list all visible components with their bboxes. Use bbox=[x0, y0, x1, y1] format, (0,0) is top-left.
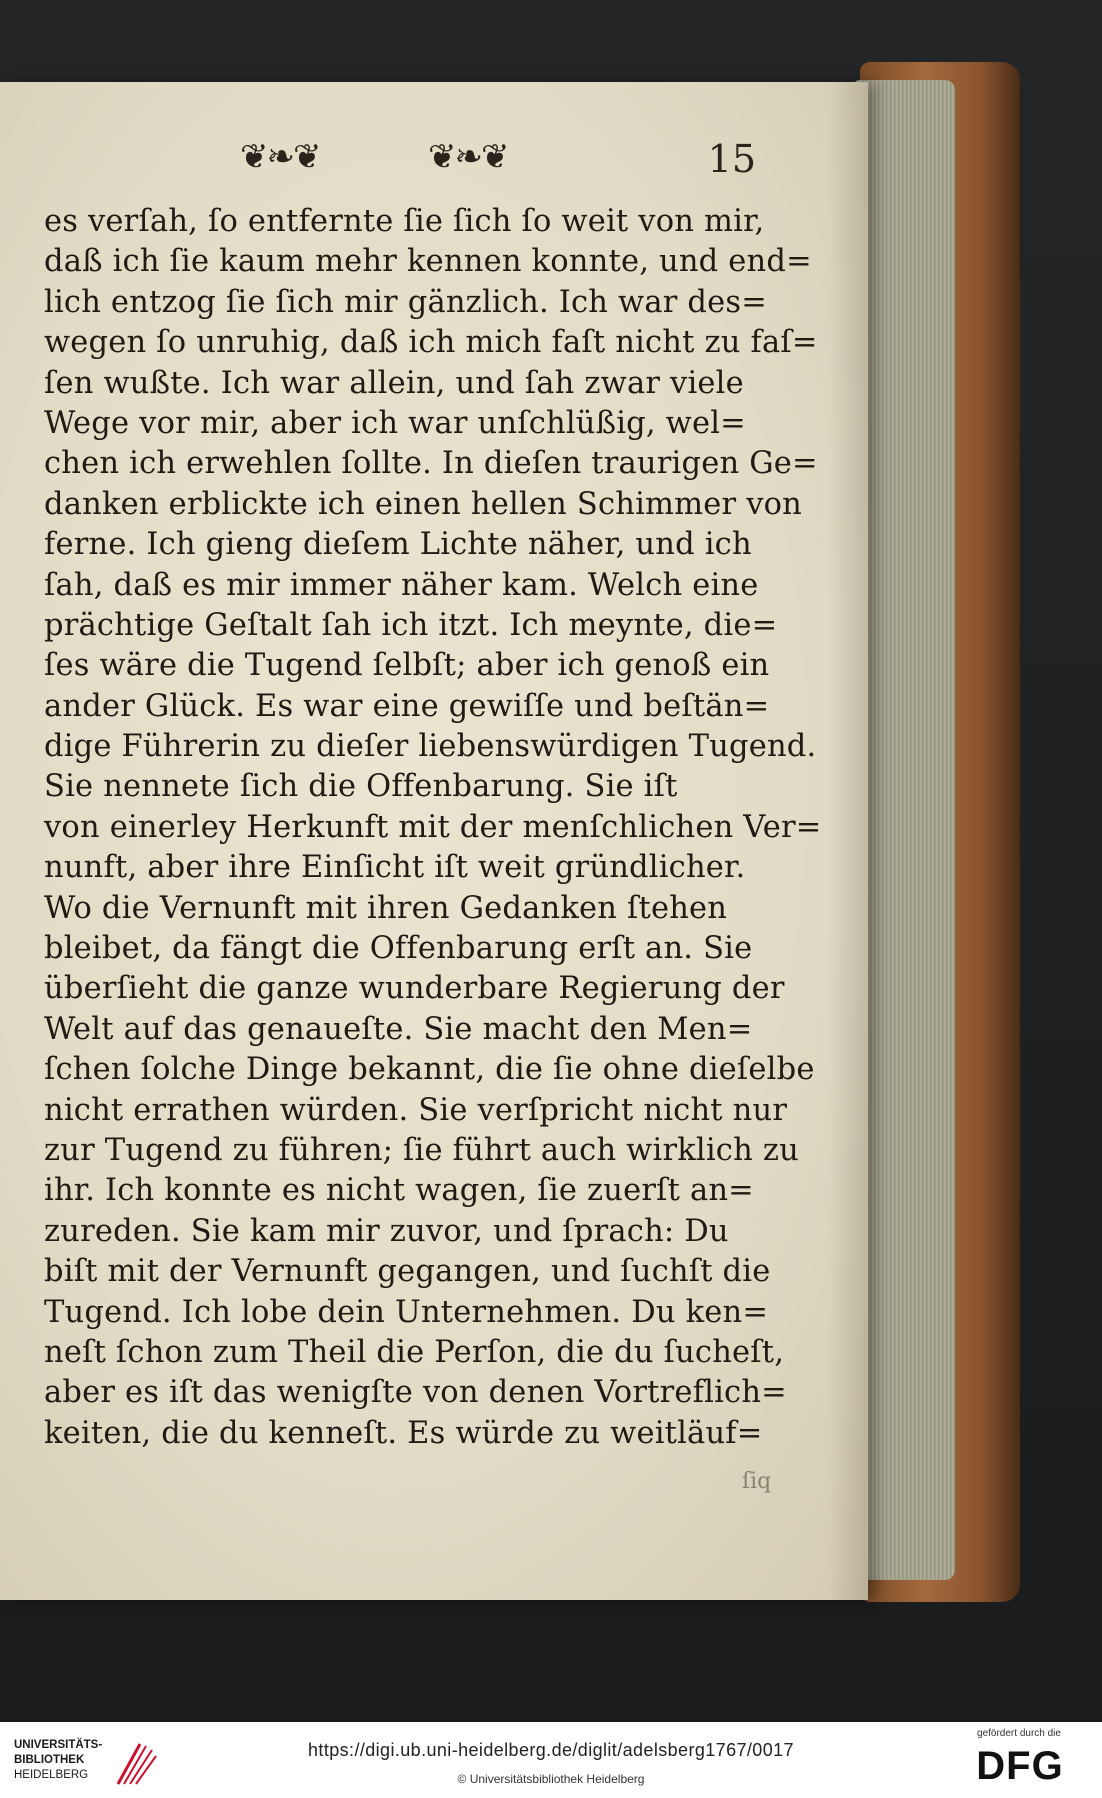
text-line: Wege vor mir, aber ich war unſchlüßig, wel= bbox=[44, 405, 746, 441]
library-name-line: HEIDELBERG bbox=[14, 1769, 89, 1781]
text-line: keiten, die du kenneſt. Es würde zu weitläuf= bbox=[44, 1415, 763, 1451]
page-body-text bbox=[44, 202, 822, 1454]
copyright-notice: © Universitätsbibliothek Heidelberg bbox=[457, 1772, 645, 1786]
text-line: ferne. Ich gieng dieſem Lichte näher, und ich bbox=[44, 527, 752, 563]
text-line: nunft, aber ihre Einſicht iſt weit gründlicher. bbox=[44, 850, 746, 886]
ornament-right-icon: ❦❧❦ bbox=[428, 137, 508, 177]
text-line: prächtige Geſtalt ſah ich itzt. Ich meynte, die= bbox=[44, 607, 778, 643]
library-name-line: UNIVERSITÄTS- bbox=[14, 1739, 103, 1751]
text-line: ſah, daß es mir immer näher kam. Welch eine bbox=[44, 567, 759, 603]
text-line: ſchen ſolche Dinge bekannt, die ſie ohne dieſelbe bbox=[44, 1052, 815, 1088]
text-line: chen ich erwehlen ſollte. In dieſen traurigen Ge= bbox=[44, 446, 818, 482]
text-line: ihr. Ich konnte es nicht wagen, ſie zuerſt an= bbox=[44, 1173, 754, 1209]
text-line: biſt mit der Vernunft gegangen, und ſuchſt die bbox=[44, 1254, 771, 1290]
text-line: zur Tugend zu führen; ſie führt auch wirklich zu bbox=[44, 1132, 799, 1168]
viewer-footer bbox=[0, 1722, 1102, 1798]
text-line: ander Glück. Es war eine gewiſſe und beſtän= bbox=[44, 688, 770, 724]
text-line: bleibet, da fängt die Offenbarung erſt an. Sie bbox=[44, 931, 753, 967]
page-edges bbox=[855, 80, 955, 1580]
text-line: nicht errathen würden. Sie verſpricht nicht nur bbox=[44, 1092, 788, 1128]
funding-caption: gefördert durch die bbox=[977, 1728, 1061, 1739]
catchword: ſiq bbox=[742, 1469, 772, 1494]
page-gutter-shadow bbox=[828, 82, 868, 1600]
page-header bbox=[0, 137, 868, 187]
text-line: lich entzog ſie ſich mir gänzlich. Ich war des= bbox=[44, 284, 767, 320]
page-number: 15 bbox=[707, 137, 756, 181]
text-line: Wo die Vernunft mit ihren Gedanken ſtehen bbox=[44, 890, 728, 926]
text-line: Sie nennete ſich die Offenbarung. Sie iſt bbox=[44, 769, 678, 805]
text-line: von einerley Herkunft mit der menſchlichen Ver= bbox=[44, 809, 822, 845]
text-line: daß ich ſie kaum mehr kennen konnte, und end= bbox=[44, 244, 812, 280]
text-line: überſieht die ganze wunderbare Regierung der bbox=[44, 971, 785, 1007]
text-line: wegen ſo unruhig, daß ich mich faſt nicht zu faſ= bbox=[44, 325, 818, 361]
ornament-left-icon: ❦❧❦ bbox=[240, 137, 320, 177]
text-line: danken erblickte ich einen hellen Schimmer von bbox=[44, 486, 803, 522]
book-page bbox=[0, 82, 868, 1600]
text-line: ſen wußte. Ich war allein, und ſah zwar viele bbox=[44, 365, 744, 401]
library-name-line: BIBLIOTHEK bbox=[14, 1754, 85, 1766]
text-line: dige Führerin zu dieſer liebenswürdigen Tugend. bbox=[44, 729, 817, 765]
text-line: Tugend. Ich lobe dein Unternehmen. Du ken= bbox=[44, 1294, 769, 1330]
text-line: es verſah, ſo entfernte ſie ſich ſo weit von mir, bbox=[44, 204, 765, 239]
dfg-logo[interactable]: DFG bbox=[976, 1744, 1064, 1788]
text-line: ſes wäre die Tugend ſelbſt; aber ich genoß ein bbox=[44, 648, 770, 684]
text-line: zureden. Sie kam mir zuvor, und ſprach: Du bbox=[44, 1213, 729, 1249]
text-line: aber es iſt das wenigſte von denen Vortreflich= bbox=[44, 1375, 787, 1411]
permalink-url[interactable]: https://digi.ub.uni-heidelberg.de/diglit/adelsberg1767/0017 bbox=[308, 1740, 794, 1760]
text-line: Welt auf das genaueſte. Sie macht den Men= bbox=[44, 1011, 753, 1047]
text-line: neſt ſchon zum Theil die Perſon, die du ſucheſt, bbox=[44, 1334, 785, 1370]
